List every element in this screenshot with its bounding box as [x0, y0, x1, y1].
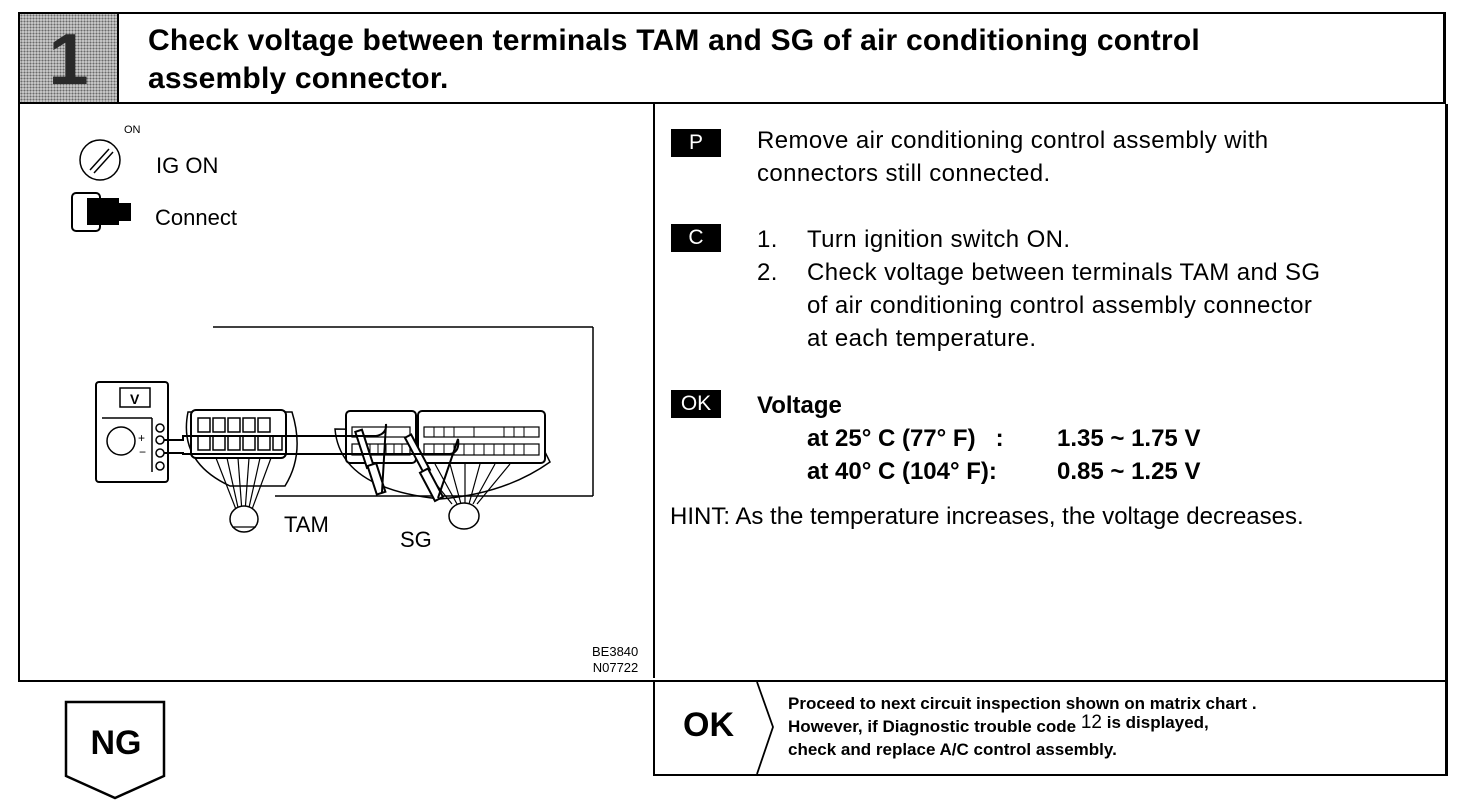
figure-code: [592, 644, 638, 676]
voltage-heading: Voltage: [757, 392, 842, 419]
ok-line-3: check and replace A/C control assembly.: [788, 740, 1117, 759]
prepare-tag: P: [671, 129, 721, 157]
spec-row-2-value: 0.85 ~ 1.25 V: [1057, 458, 1201, 485]
ok-line-2-b: is displayed,: [1106, 713, 1209, 732]
svg-text:−: −: [139, 445, 147, 459]
check-item-2-line-1: Check voltage between terminals TAM and SG: [807, 259, 1321, 286]
spec-row-2-condition: at 40° C (104° F):: [807, 458, 997, 485]
wire-label-tam: TAM: [284, 512, 329, 537]
page-title: [148, 22, 1438, 98]
meter-label: V: [130, 391, 140, 407]
check-tag: C: [671, 224, 721, 252]
ignition-on-mark: ON: [124, 124, 141, 136]
prepare-line-2: connectors still connected.: [757, 160, 1051, 187]
ok-line-2-a: However, if Diagnostic trouble code: [788, 717, 1077, 736]
connector-icon: [70, 190, 140, 236]
wiring-diagram: [20, 314, 653, 604]
check-item-2-num: 2.: [757, 259, 778, 286]
connector-label: Connect: [155, 205, 237, 230]
instructions-panel: [655, 104, 1445, 678]
step-number: 1: [48, 20, 89, 100]
trouble-code: 12: [1080, 712, 1102, 733]
hint-text: HINT: As the temperature increases, the voltage decreases.: [670, 503, 1304, 530]
title-line-1: Check voltage between terminals TAM and SG of air conditioning control: [148, 24, 1200, 57]
step-header: [18, 12, 1446, 104]
check-item-1-text: Turn ignition switch ON.: [807, 226, 1071, 253]
check-item-2-line-3: at each temperature.: [807, 325, 1037, 352]
procedure-body: [18, 104, 1448, 682]
check-item-2-line-2: of air conditioning control assembly connector: [807, 292, 1313, 319]
ok-chevron: [755, 682, 779, 774]
ok-result-box: [653, 682, 1448, 776]
ok-line-1: Proceed to next circuit inspection shown on matrix chart .: [788, 694, 1257, 713]
illustration-panel: [20, 104, 653, 678]
spec-row-1-value: 1.35 ~ 1.75 V: [1057, 425, 1201, 452]
check-item-1-num: 1.: [757, 226, 778, 253]
ok-line-2: [788, 712, 1438, 738]
ignition-label: IG ON: [156, 153, 219, 178]
step-number-box: [20, 14, 119, 102]
wire-label-sg: SG: [400, 527, 432, 552]
svg-text:+: +: [138, 431, 146, 445]
ng-label: NG: [90, 724, 142, 762]
prepare-text: [757, 124, 1437, 190]
spec-row-1-condition: at 25° C (77° F) :: [807, 425, 1004, 452]
ok-instruction: [788, 692, 1438, 761]
ignition-switch-icon: [76, 134, 132, 184]
ok-spec-tag: OK: [671, 390, 721, 418]
figure-code-2: N07722: [592, 660, 639, 675]
check-item-2-text: [807, 256, 1437, 355]
title-line-2: assembly connector.: [148, 62, 449, 95]
ok-label: OK: [683, 706, 734, 744]
figure-code-1: BE3840: [592, 644, 639, 659]
prepare-line-1: Remove air conditioning control assembly with: [757, 127, 1269, 154]
